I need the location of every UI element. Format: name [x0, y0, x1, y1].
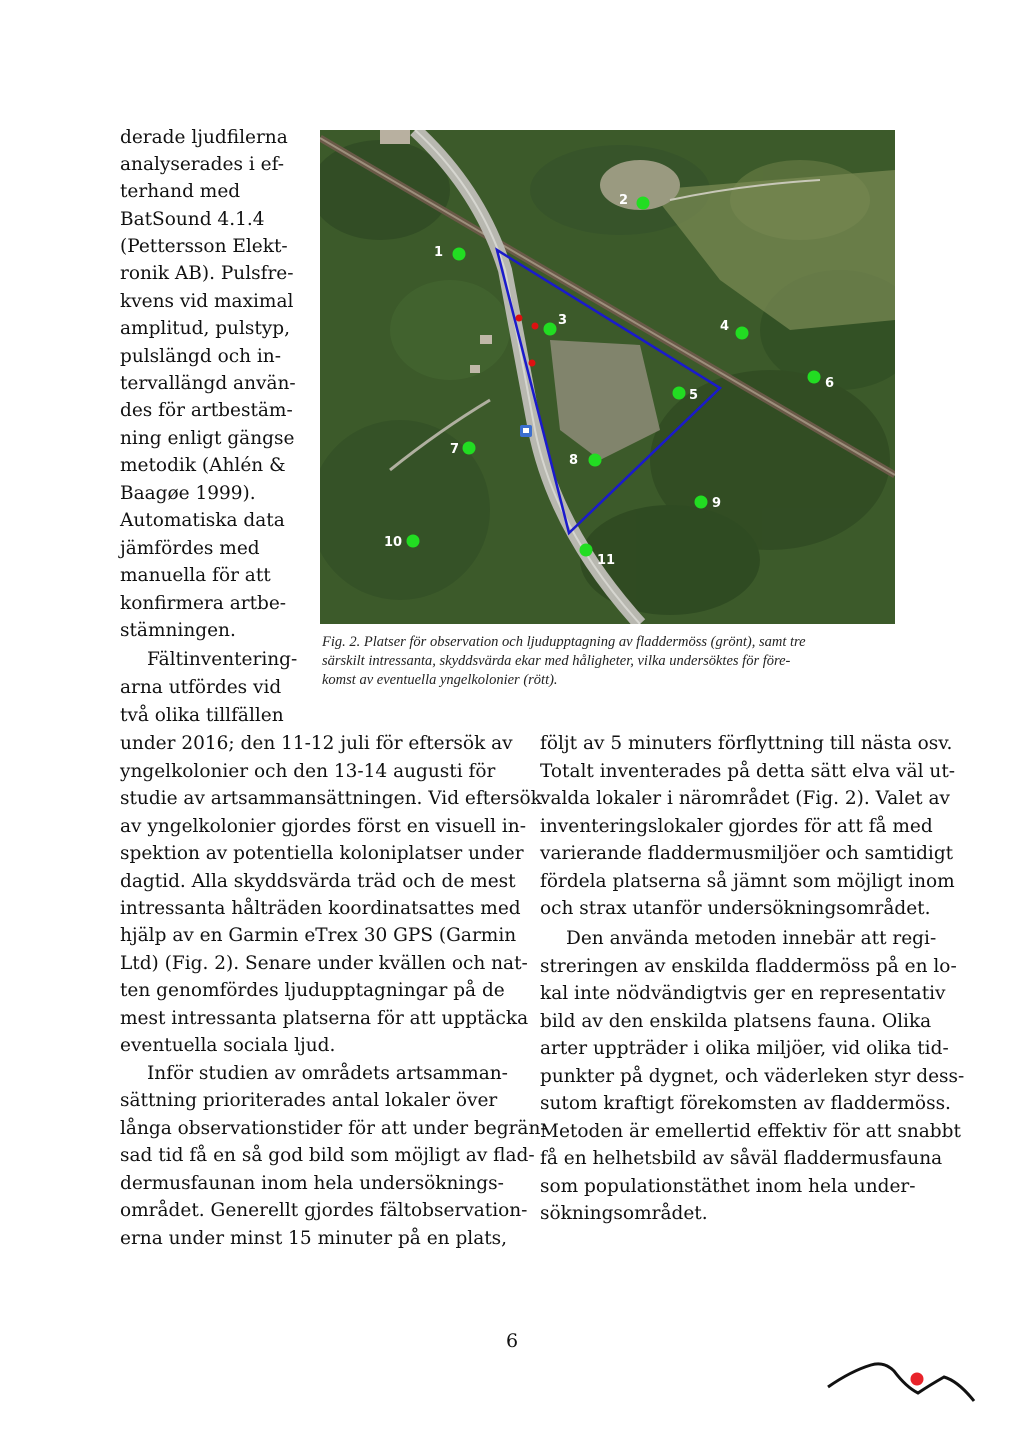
tree-marker — [532, 323, 539, 330]
caption-line: Fig. 2. Platser för observation och ljudupptagning av fladdermöss (grönt), samt tre — [322, 634, 806, 650]
text-line: (Pettersson Elekt- — [120, 236, 288, 257]
text-line: stämningen. — [120, 620, 236, 641]
tree-marker — [529, 360, 536, 367]
text-line: arna utfördes vid — [120, 677, 282, 698]
site-marker — [463, 442, 476, 455]
text-line: under 2016; den 11-12 juli för eftersök av — [120, 733, 513, 754]
text-line: sad tid få en så god bild som möjligt av flad- — [120, 1145, 535, 1166]
site-marker — [637, 197, 650, 210]
site-marker — [407, 535, 420, 548]
text-line: kvens vid maximal — [120, 291, 294, 312]
text-line: valda lokaler i närområdet (Fig. 2). Valet av — [540, 788, 950, 809]
text-line: inventeringslokaler gjordes för att få med — [540, 816, 933, 837]
aerial-map — [320, 130, 895, 624]
text-line: sutom kraftigt förekomsten av fladdermöss. — [540, 1093, 951, 1114]
logo-dot — [911, 1373, 924, 1386]
text-line: följt av 5 minuters förflyttning till nästa osv. — [540, 733, 953, 754]
text-line: dagtid. Alla skyddsvärda träd och de mest — [120, 871, 516, 892]
text-line: hjälp av en Garmin eTrex 30 GPS (Garmin — [120, 925, 517, 946]
text-line: jämfördes med — [120, 538, 260, 559]
text-line: två olika tillfällen — [120, 705, 284, 726]
site-label: 1 — [434, 245, 444, 260]
building — [480, 335, 492, 344]
text-line: Baagøe 1999). — [120, 483, 256, 504]
text-line: ten genomfördes ljudupptagningar på de — [120, 980, 505, 1001]
text-line: som populationstäthet inom hela under- — [540, 1176, 916, 1197]
building — [380, 130, 410, 144]
text-line: långa observationstider för att under begrän- — [120, 1118, 547, 1139]
text-line: ning enligt gängse — [120, 428, 295, 449]
text-line: dermusfaunan inom hela undersöknings- — [120, 1173, 504, 1194]
building — [470, 365, 480, 373]
bus-stop-icon-glyph — [523, 428, 529, 433]
text-line: amplitud, pulstyp, — [120, 318, 290, 339]
text-line: Fältinventering- — [147, 649, 298, 670]
text-line: varierande fladdermusmiljöer och samtidigt — [540, 843, 954, 864]
text-line: yngelkolonier och den 13-14 augusti för — [120, 761, 496, 782]
site-marker — [808, 371, 821, 384]
text-line: av yngelkolonier gjordes först en visuell in- — [120, 816, 526, 837]
caption-line: särskilt intressanta, skyddsvärda ekar med håligheter, vilka undersöktes för före- — [322, 653, 791, 669]
site-marker — [589, 454, 602, 467]
text-line: Metoden är emellertid effektiv för att snabbt — [540, 1121, 961, 1142]
text-line: Automatiska data — [120, 510, 285, 531]
text-line: eventuella sociala ljud. — [120, 1035, 336, 1056]
text-line: terhand med — [120, 181, 241, 202]
site-marker — [580, 544, 593, 557]
text-line: pulslängd och in- — [120, 346, 281, 367]
site-marker — [695, 496, 708, 509]
tree-marker — [516, 315, 523, 322]
text-line: konfirmera artbe- — [120, 593, 287, 614]
page-number: 6 — [505, 1330, 519, 1352]
text-line: Inför studien av områdets artsamman- — [147, 1063, 508, 1084]
site-marker — [673, 387, 686, 400]
site-label: 10 — [384, 535, 403, 550]
text-line: spektion av potentiella koloniplatser under — [120, 843, 524, 864]
site-label: 2 — [619, 193, 629, 208]
text-line: tervallängd använ- — [120, 373, 296, 394]
site-label: 5 — [689, 388, 699, 403]
site-label: 11 — [597, 553, 616, 568]
mountain-logo-icon — [826, 1357, 976, 1405]
text-line: sökningsområdet. — [540, 1203, 708, 1224]
caption-line: komst av eventuella yngelkolonier (rött). — [322, 672, 558, 688]
text-line: arter uppträder i olika miljöer, vid olika tid- — [540, 1038, 949, 1059]
text-line: intressanta hålträden koordinatsattes med — [120, 898, 521, 919]
text-line: erna under minst 15 minuter på en plats, — [120, 1228, 508, 1249]
text-line: studie av artsammansättningen. Vid eftersök — [120, 788, 542, 809]
site-label: 7 — [450, 442, 460, 457]
text-line: Totalt inventerades på detta sätt elva väl ut- — [540, 761, 956, 782]
text-line: bild av den enskilda platsens fauna. Olika — [540, 1011, 932, 1032]
text-line: området. Generellt gjordes fältobservation- — [120, 1200, 528, 1221]
text-line: sättning prioriterades antal lokaler över — [120, 1090, 498, 1111]
text-line: Den använda metoden innebär att regi- — [566, 928, 937, 949]
site-label: 6 — [825, 376, 835, 391]
text-line: derade ljudfilerna — [120, 127, 288, 148]
logo-line — [828, 1364, 974, 1401]
text-line: och strax utanför undersökningsområdet. — [540, 898, 931, 919]
text-line: punkter på dygnet, och väderleken styr dess- — [540, 1066, 965, 1087]
site-label: 8 — [569, 453, 579, 468]
text-line: fördela platserna så jämnt som möjligt inom — [540, 871, 955, 892]
text-line: Ltd) (Fig. 2). Senare under kvällen och nat- — [120, 953, 528, 974]
text-line: kal inte nödvändigtvis ger en representativ — [540, 983, 946, 1004]
text-line: manuella för att — [120, 565, 271, 586]
text-line: ronik AB). Pulsfre- — [120, 263, 294, 284]
text-line: streringen av enskilda fladdermöss på en lo- — [540, 956, 957, 977]
site-marker — [453, 248, 466, 261]
site-label: 3 — [558, 313, 568, 328]
text-line: BatSound 4.1.4 — [120, 209, 265, 230]
text-line: få en helhetsbild av såväl fladdermusfauna — [540, 1148, 943, 1169]
text-line: mest intressanta platserna för att upptäcka — [120, 1008, 529, 1029]
site-marker — [736, 327, 749, 340]
text-line: des för artbestäm- — [120, 400, 293, 421]
site-marker — [544, 323, 557, 336]
site-label: 4 — [720, 319, 730, 334]
text-line: analyserades i ef- — [120, 154, 285, 175]
site-label: 9 — [712, 496, 722, 511]
text-line: metodik (Ahlén & — [120, 455, 286, 476]
